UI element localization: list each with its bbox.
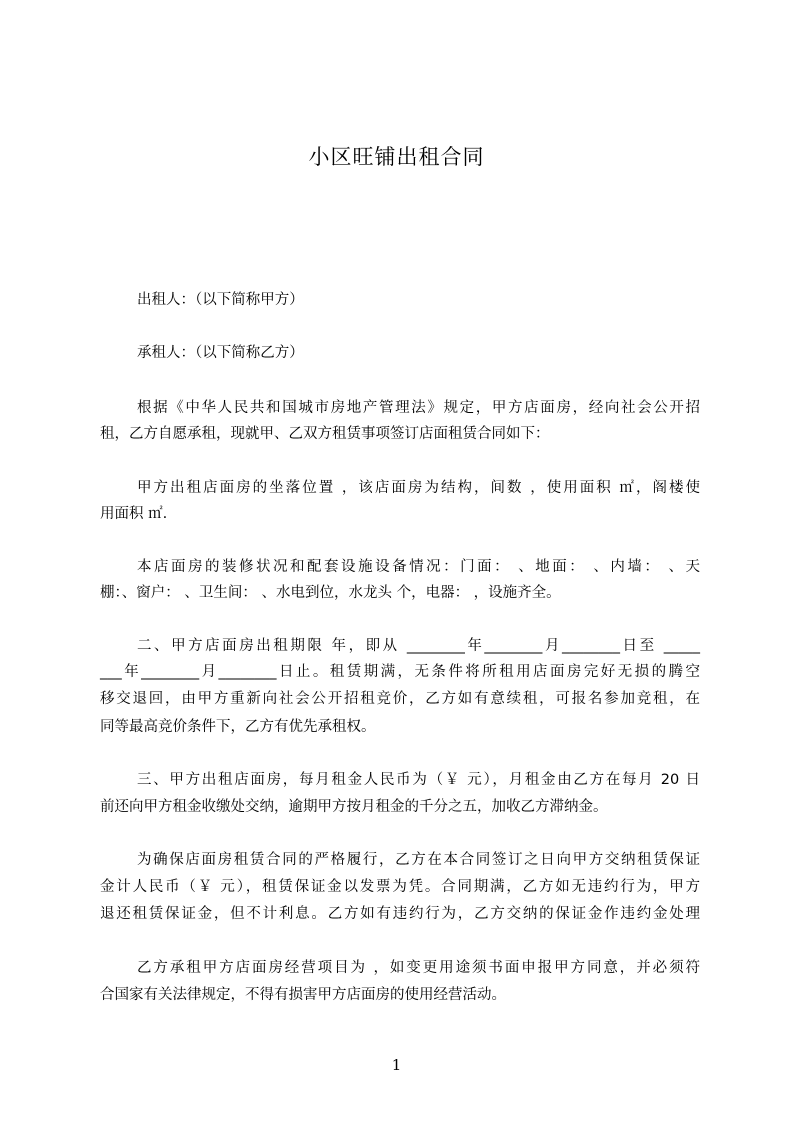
paragraph-2-line-1: 甲方出租店面房的坐落位置 ，该店面房为结构，间数 ，使用面积 ㎡，阁楼使 (137, 480, 700, 496)
paragraph-6-line-1: 为确保店面房租赁合同的严格履行，乙方在本合同签订之日向甲方交纳租赁保证 (137, 852, 700, 868)
paragraph-6-line-3: 退还租赁保证金，但不计利息。乙方如有违约行为，乙方交纳的保证金作违约金处理 (100, 906, 700, 922)
page-number: 1 (391, 1056, 402, 1074)
paragraph-5-line-1: 三、甲方出租店面房，每月租金人民币为（￥ 元），月租金由乙方在每月 20 日 (137, 772, 700, 788)
paragraph-3-line-1: 本店面房的装修状况和配套设施设备情况：门面： 、地面： 、内墙： 、天 (137, 559, 700, 575)
lessee-line: 承租人：（以下简称乙方） (137, 345, 304, 361)
paragraph-6-line-2: 金计人民币（￥ 元），租赁保证金以发票为凭。合同期满，乙方如无违约行为，甲方 (100, 879, 700, 895)
paragraph-4-line-3: 移交退回，由甲方重新向社会公开招租竞价，乙方如有意续租，可报名参加竞租，在 (100, 691, 700, 707)
paragraph-4-line-4: 同等最高竞价条件下，乙方有优先承租权。 (100, 719, 376, 735)
paragraph-7-line-1: 乙方承租甲方店面房经营项目为 ，如变更用途须书面申报甲方同意，并必须符 (137, 960, 700, 976)
lessor-line: 出租人：（以下简称甲方） (137, 292, 304, 308)
paragraph-7-line-2: 合国家有关法律规定，不得有损害甲方店面房的使用经营活动。 (100, 987, 506, 1003)
document-title: 小区旺铺出租合同 (308, 145, 485, 169)
paragraph-1-line-1: 根据《中华人民共和国城市房地产管理法》规定，甲方店面房，经向社会公开招 (137, 400, 700, 416)
paragraph-4-line-1: 二、甲方店面房出租期限 年，即从 ________年________月________日至 _____ (137, 638, 700, 654)
paragraph-2-line-2: 用面积 ㎡. (100, 506, 168, 522)
paragraph-1-line-2: 租，乙方自愿承租，现就甲、乙双方租赁事项签订店面租赁合同如下： (100, 426, 550, 442)
paragraph-4-line-2: ___年________月________日止。租赁期满，无条件将所租用店面房完好无损的腾空 (100, 664, 700, 680)
paragraph-5-line-2: 前还向甲方租金收缴处交纳，逾期甲方按月租金的千分之五，加收乙方滞纳金。 (100, 799, 608, 815)
paragraph-3-line-2: 棚：、窗户： 、卫生间： 、水电到位，水龙头 个，电器： ，设施齐全。 (100, 585, 561, 601)
